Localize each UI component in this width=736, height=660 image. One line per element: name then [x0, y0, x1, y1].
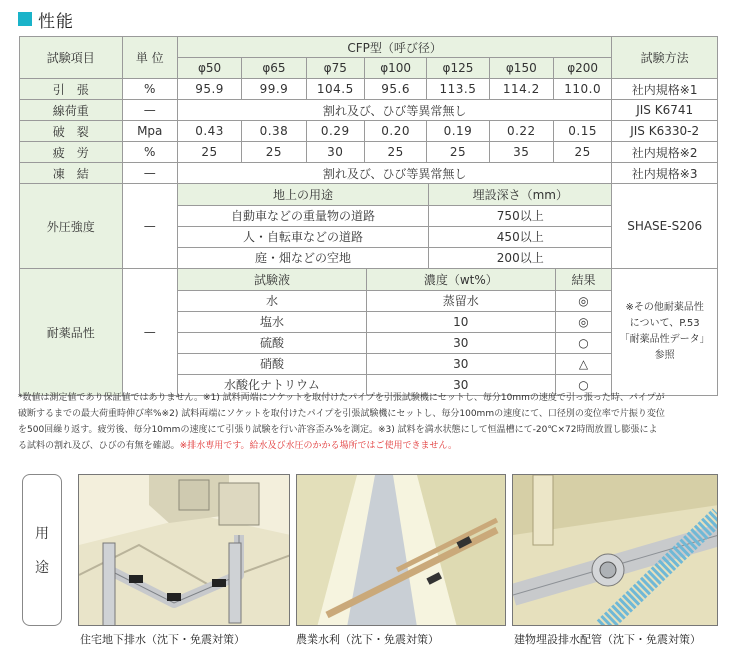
test-liquid: 水 [178, 290, 367, 311]
row-item: 線荷重 [20, 100, 123, 121]
row-unit: Mpa [122, 121, 177, 142]
row-item: 耐薬品性 [20, 269, 123, 396]
row-method: JIS K6741 [612, 100, 718, 121]
table-row [178, 311, 611, 332]
performance-table [19, 36, 718, 396]
test-liquid: 硫酸 [178, 332, 367, 353]
row-method: 社内規格※3 [612, 163, 718, 184]
size-header: φ150 [489, 58, 553, 79]
concentration: 蒸留水 [367, 290, 556, 311]
value-cell: 113.5 [427, 79, 489, 100]
result-symbol: ◎ [555, 290, 611, 311]
result-symbol: △ [555, 353, 611, 374]
header-ground-use: 地上の用途 [178, 184, 429, 205]
table-row [178, 290, 611, 311]
value-cell: 25 [364, 142, 426, 163]
row-item: 破 裂 [20, 121, 123, 142]
test-liquid: 塩水 [178, 311, 367, 332]
pressure-subtable [178, 184, 611, 268]
caption-building: 建物埋設排水配管（沈下・免震対策） [514, 633, 701, 646]
illustration-agricultural-irrigation [296, 474, 506, 626]
value-cell: 0.15 [553, 121, 611, 142]
table-row [178, 205, 611, 226]
value-cell: 114.2 [489, 79, 553, 100]
table-row [178, 332, 611, 353]
table-row [20, 269, 718, 396]
size-header: φ125 [427, 58, 489, 79]
header-result: 結果 [555, 269, 611, 290]
uses-label [22, 474, 62, 626]
value-cell: 25 [553, 142, 611, 163]
table-row [20, 121, 718, 142]
table-row [20, 184, 718, 269]
size-header: φ75 [306, 58, 364, 79]
concentration: 10 [367, 311, 556, 332]
table-row [20, 100, 718, 121]
value-cell: 0.29 [306, 121, 364, 142]
test-liquid: 硝酸 [178, 353, 367, 374]
value-cell: 0.19 [427, 121, 489, 142]
row-item: 疲 労 [20, 142, 123, 163]
size-header: φ65 [242, 58, 306, 79]
caption-residential: 住宅地下排水（沈下・免震対策） [80, 633, 245, 646]
row-item: 凍 結 [20, 163, 123, 184]
concentration: 30 [367, 374, 556, 395]
row-item: 引 張 [20, 79, 123, 100]
chemical-subtable [178, 269, 611, 395]
footnote-line: *数値は測定値であり保証値ではありません。※1) 試料両端にソケットを取付けたパイプを引張試験機にセットし、毎分10mmの速度で引っ張った時、パイプが [18, 393, 665, 403]
value-cell: 99.9 [242, 79, 306, 100]
value-cell: 104.5 [306, 79, 364, 100]
value-cell: 0.38 [242, 121, 306, 142]
drainage-only-warning: ※排水専用です。給水及び水圧のかかる場所ではご使用できません。 [179, 441, 458, 451]
table-row [178, 353, 611, 374]
value-cell: 0.20 [364, 121, 426, 142]
footnote-text: る試料の割れ及び、ひびの有無を確認。 [18, 441, 180, 451]
concentration: 30 [367, 353, 556, 374]
ground-use: 自動車などの重量物の道路 [178, 205, 429, 226]
table-row [20, 142, 718, 163]
ground-use: 庭・畑などの空地 [178, 247, 429, 268]
row-method: JIS K6330-2 [612, 121, 718, 142]
burial-depth: 200以上 [429, 247, 612, 268]
header-method: 試験方法 [612, 37, 718, 79]
value-cell: 35 [489, 142, 553, 163]
note-line: 参照 [654, 350, 675, 361]
row-method: 社内規格※2 [612, 142, 718, 163]
header-test-liquid: 試験液 [178, 269, 367, 290]
header-product: CFP型（呼び径） [177, 37, 611, 58]
value-cell: 30 [306, 142, 364, 163]
size-header: φ100 [364, 58, 426, 79]
chemical-reference-note [612, 269, 718, 396]
row-unit: % [122, 79, 177, 100]
test-liquid: 水酸化ナトリウム [178, 374, 367, 395]
header-test-item: 試験項目 [20, 37, 123, 79]
illustration-building-drainage [512, 474, 718, 626]
result-symbol: ○ [555, 332, 611, 353]
value-cell: 25 [427, 142, 489, 163]
burial-depth: 750以上 [429, 205, 612, 226]
illustration-residential-drainage [78, 474, 290, 626]
row-unit: — [122, 269, 177, 396]
note-line: ※その他耐薬品性 [625, 302, 704, 313]
footnote-line: 破断するまでの最大荷重時伸び率%※2) 試料両端にソケットを取付けたパイプを引張試験機にセットし、毎分100mmの速度にて、口径別の変位率で片振り変位 [18, 409, 665, 419]
value-cell: 0.43 [177, 121, 241, 142]
value-cell: 110.0 [553, 79, 611, 100]
merged-result: 割れ及び、ひび等異常無し [177, 100, 611, 121]
value-cell: 95.6 [364, 79, 426, 100]
row-unit: — [122, 163, 177, 184]
merged-result: 割れ及び、ひび等異常無し [177, 163, 611, 184]
row-unit: — [122, 100, 177, 121]
chemical-subtable-cell [177, 269, 611, 396]
result-symbol: ○ [555, 374, 611, 395]
note-line: 「耐薬品性データ」 [619, 334, 710, 345]
footnote [18, 390, 722, 454]
footnote-line [18, 438, 722, 454]
table-row [178, 226, 611, 247]
value-cell: 25 [242, 142, 306, 163]
row-unit: — [122, 184, 177, 269]
uses-label-char: 用 [35, 526, 49, 542]
table-row [20, 79, 718, 100]
footnote-line: を500回繰り返す。疲労後、毎分10mmの速度にて引張り試験を行い許容歪み%を測定。※3) 試料を満水状態にして恒温槽にて-20℃×72時間放置し膨張によ [18, 425, 658, 435]
header-burial-depth: 埋設深さ（mm） [429, 184, 612, 205]
section-marker-icon [18, 12, 32, 26]
table-row [20, 163, 718, 184]
header-concentration: 濃度（wt%） [367, 269, 556, 290]
caption-agricultural: 農業水利（沈下・免震対策） [296, 633, 439, 646]
concentration: 30 [367, 332, 556, 353]
value-cell: 95.9 [177, 79, 241, 100]
table-row [178, 247, 611, 268]
value-cell: 0.22 [489, 121, 553, 142]
note-line: について、P.53 [629, 318, 700, 329]
burial-depth: 450以上 [429, 226, 612, 247]
size-header: φ50 [177, 58, 241, 79]
row-method: SHASE-S206 [612, 184, 718, 269]
row-item: 外圧強度 [20, 184, 123, 269]
uses-label-char: 途 [35, 560, 49, 576]
size-header: φ200 [553, 58, 611, 79]
row-unit: % [122, 142, 177, 163]
section-title [18, 8, 74, 30]
section-title-text: 性能 [38, 11, 74, 32]
row-method: 社内規格※1 [612, 79, 718, 100]
result-symbol: ◎ [555, 311, 611, 332]
ground-use: 人・自転車などの道路 [178, 226, 429, 247]
value-cell: 25 [177, 142, 241, 163]
header-unit: 単 位 [122, 37, 177, 79]
pressure-subtable-cell [177, 184, 611, 269]
